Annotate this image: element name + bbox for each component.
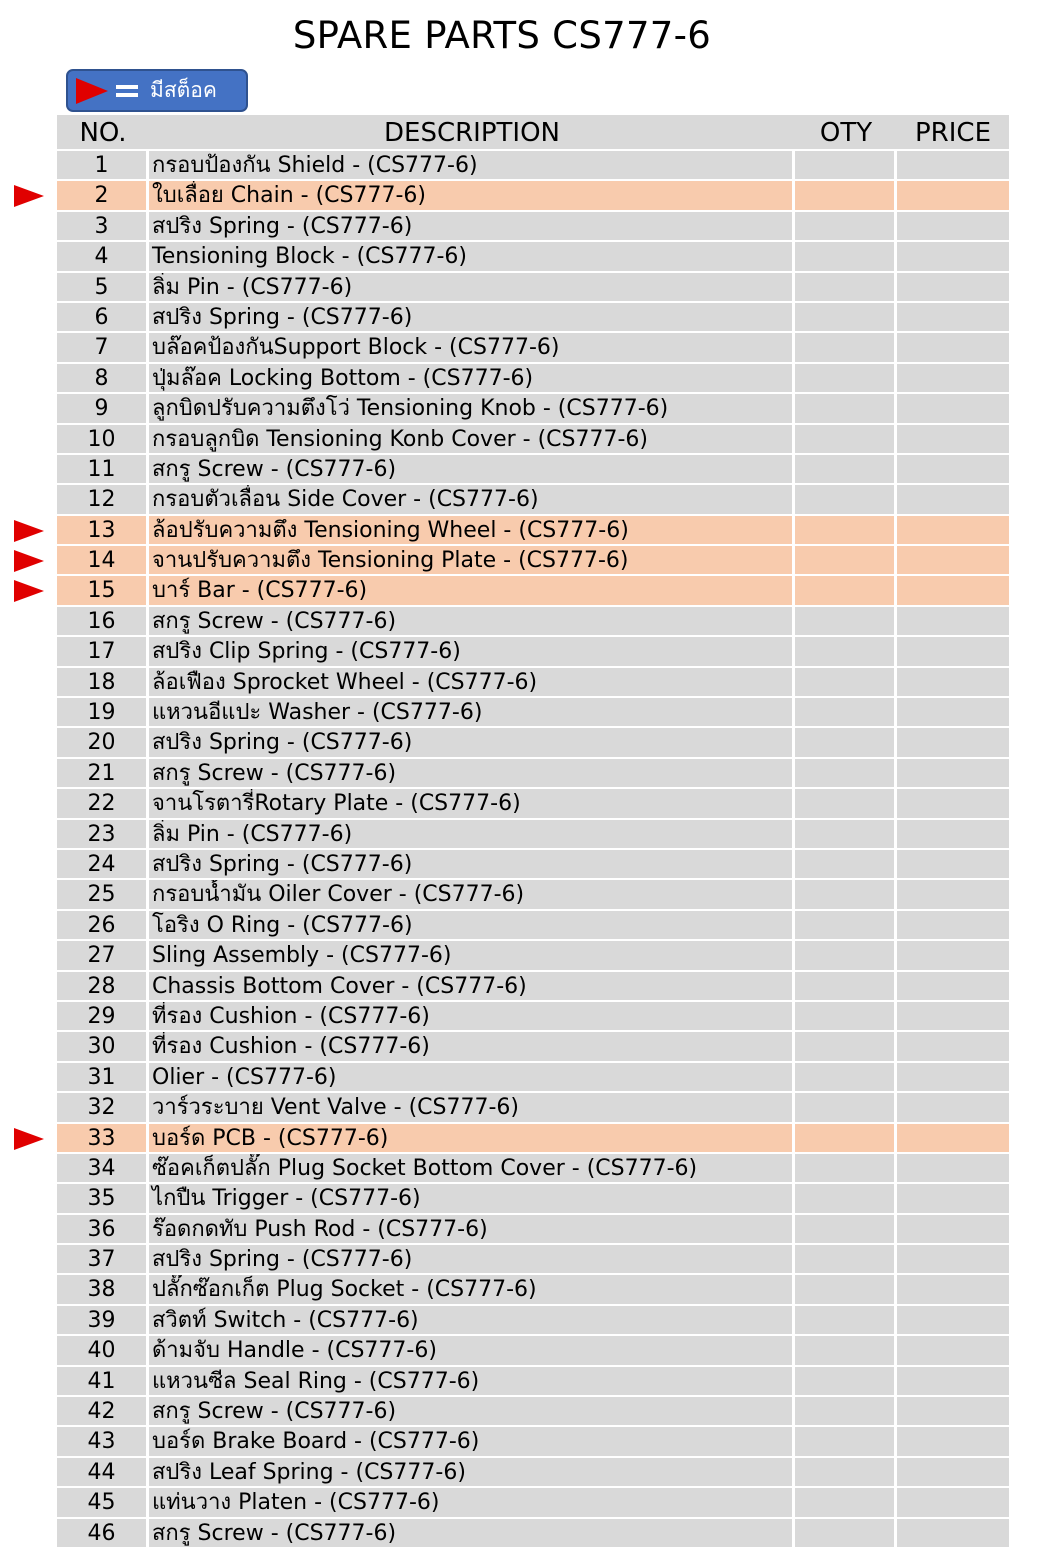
part-number: 9 — [57, 394, 149, 424]
part-description: สปริง Spring - (CS777-6) — [149, 850, 795, 880]
part-number: 41 — [57, 1367, 149, 1397]
part-price — [897, 850, 1009, 880]
part-price — [897, 1427, 1009, 1457]
part-price — [897, 1367, 1009, 1397]
table-row — [57, 1184, 1009, 1214]
part-number: 45 — [57, 1488, 149, 1518]
table-row — [57, 941, 1009, 971]
part-price — [897, 698, 1009, 728]
in-stock-marker-icon — [14, 1128, 44, 1150]
part-qty — [795, 516, 897, 546]
part-description: โอริง O Ring - (CS777-6) — [149, 911, 795, 941]
part-price — [897, 972, 1009, 1002]
part-description: กรอบตัวเลื่อน Side Cover - (CS777-6) — [149, 485, 795, 515]
part-description: ซ๊อคเก็ตปลั๊ก Plug Socket Bottom Cover - (CS777-6) — [149, 1154, 795, 1184]
parts-table — [57, 115, 1009, 1549]
part-price — [897, 1275, 1009, 1305]
part-description: Olier - (CS777-6) — [149, 1063, 795, 1093]
part-qty — [795, 820, 897, 850]
part-description: ด้ามจับ Handle - (CS777-6) — [149, 1336, 795, 1366]
part-qty — [795, 972, 897, 1002]
table-row — [57, 485, 1009, 515]
part-price — [897, 1215, 1009, 1245]
table-row — [57, 698, 1009, 728]
part-qty — [795, 151, 897, 181]
part-number: 36 — [57, 1215, 149, 1245]
table-row — [57, 850, 1009, 880]
part-description: ปลั๊กซ๊อกเก็ต Plug Socket - (CS777-6) — [149, 1275, 795, 1305]
part-qty — [795, 698, 897, 728]
legend-label: มีสต็อค — [150, 78, 217, 102]
part-number: 18 — [57, 668, 149, 698]
part-number: 40 — [57, 1336, 149, 1366]
table-row — [57, 1519, 1009, 1549]
part-description: สปริง Spring - (CS777-6) — [149, 1245, 795, 1275]
part-qty — [795, 1306, 897, 1336]
part-price — [897, 303, 1009, 333]
table-row — [57, 303, 1009, 333]
part-number: 1 — [57, 151, 149, 181]
part-description: ใบเลื่อย Chain - (CS777-6) — [149, 181, 795, 211]
table-row — [57, 1306, 1009, 1336]
part-number: 6 — [57, 303, 149, 333]
part-price — [897, 911, 1009, 941]
part-description: ลูกบิดปรับความตึงโว่ Tensioning Knob - (CS777-6) — [149, 394, 795, 424]
table-row — [57, 880, 1009, 910]
table-row — [57, 1002, 1009, 1032]
part-description: แท่นวาง Platen - (CS777-6) — [149, 1488, 795, 1518]
header-no: NO. — [79, 118, 127, 148]
in-stock-marker-icon — [14, 580, 44, 602]
part-number: 31 — [57, 1063, 149, 1093]
part-number: 15 — [57, 576, 149, 606]
table-row — [57, 759, 1009, 789]
part-description: ลิ่ม Pin - (CS777-6) — [149, 820, 795, 850]
table-row — [57, 333, 1009, 363]
table-row — [57, 911, 1009, 941]
part-number: 44 — [57, 1458, 149, 1488]
stock-marker-icon — [76, 78, 108, 104]
part-description: Sling Assembly - (CS777-6) — [149, 941, 795, 971]
part-qty — [795, 1154, 897, 1184]
table-row — [57, 1336, 1009, 1366]
table-row — [57, 242, 1009, 272]
part-number: 19 — [57, 698, 149, 728]
part-description: กรอบลูกบิด Tensioning Konb Cover - (CS777-6) — [149, 425, 795, 455]
table-row — [57, 151, 1009, 181]
part-price — [897, 242, 1009, 272]
table-row — [57, 455, 1009, 485]
part-number: 35 — [57, 1184, 149, 1214]
table-row — [57, 425, 1009, 455]
table-row — [57, 1063, 1009, 1093]
part-number: 20 — [57, 728, 149, 758]
table-row — [57, 1154, 1009, 1184]
header-description: DESCRIPTION — [384, 118, 560, 148]
part-qty — [795, 303, 897, 333]
part-description: Tensioning Block - (CS777-6) — [149, 242, 795, 272]
part-qty — [795, 576, 897, 606]
part-description: Chassis Bottom Cover - (CS777-6) — [149, 972, 795, 1002]
part-price — [897, 1063, 1009, 1093]
part-qty — [795, 485, 897, 515]
part-qty — [795, 1093, 897, 1123]
table-row — [57, 516, 1009, 546]
table-row — [57, 1427, 1009, 1457]
part-description: สปริง Spring - (CS777-6) — [149, 212, 795, 242]
table-row — [57, 212, 1009, 242]
part-number: 4 — [57, 242, 149, 272]
part-price — [897, 516, 1009, 546]
part-price — [897, 151, 1009, 181]
part-qty — [795, 850, 897, 880]
part-description: จานปรับความตึง Tensioning Plate - (CS777-6) — [149, 546, 795, 576]
part-description: สกรู Screw - (CS777-6) — [149, 455, 795, 485]
table-body — [57, 151, 1009, 1549]
part-qty — [795, 546, 897, 576]
table-row — [57, 394, 1009, 424]
part-description: แหวนอีแปะ Washer - (CS777-6) — [149, 698, 795, 728]
part-description: บอร์ด PCB - (CS777-6) — [149, 1124, 795, 1154]
part-number: 26 — [57, 911, 149, 941]
part-qty — [795, 1002, 897, 1032]
table-row — [57, 1124, 1009, 1154]
part-qty — [795, 455, 897, 485]
part-price — [897, 637, 1009, 667]
part-number: 37 — [57, 1245, 149, 1275]
part-description: กรอบป้องกัน Shield - (CS777-6) — [149, 151, 795, 181]
part-qty — [795, 1215, 897, 1245]
part-number: 8 — [57, 364, 149, 394]
part-qty — [795, 1519, 897, 1549]
part-price — [897, 941, 1009, 971]
table-row — [57, 728, 1009, 758]
table-row — [57, 1093, 1009, 1123]
part-qty — [795, 1427, 897, 1457]
part-description: ร๊อดกดทับ Push Rod - (CS777-6) — [149, 1215, 795, 1245]
part-price — [897, 820, 1009, 850]
part-price — [897, 1519, 1009, 1549]
part-description: สปริง Spring - (CS777-6) — [149, 303, 795, 333]
part-number: 34 — [57, 1154, 149, 1184]
part-price — [897, 1032, 1009, 1062]
part-price — [897, 364, 1009, 394]
part-description: จานโรตารี่Rotary Plate - (CS777-6) — [149, 789, 795, 819]
part-price — [897, 668, 1009, 698]
part-qty — [795, 1184, 897, 1214]
part-number: 5 — [57, 273, 149, 303]
header-qty: OTY — [819, 118, 873, 148]
part-number: 30 — [57, 1032, 149, 1062]
part-number: 14 — [57, 546, 149, 576]
part-price — [897, 880, 1009, 910]
table-row — [57, 668, 1009, 698]
part-qty — [795, 1397, 897, 1427]
part-number: 24 — [57, 850, 149, 880]
part-price — [897, 576, 1009, 606]
part-description: ล้อเฟือง Sprocket Wheel - (CS777-6) — [149, 668, 795, 698]
part-price — [897, 333, 1009, 363]
table-row — [57, 1032, 1009, 1062]
table-row — [57, 607, 1009, 637]
part-price — [897, 1336, 1009, 1366]
part-qty — [795, 789, 897, 819]
part-number: 28 — [57, 972, 149, 1002]
part-number: 29 — [57, 1002, 149, 1032]
table-row — [57, 972, 1009, 1002]
table-row — [57, 637, 1009, 667]
part-qty — [795, 212, 897, 242]
part-number: 39 — [57, 1306, 149, 1336]
part-qty — [795, 1124, 897, 1154]
part-price — [897, 1245, 1009, 1275]
part-number: 23 — [57, 820, 149, 850]
part-price — [897, 181, 1009, 211]
table-row — [57, 546, 1009, 576]
table-row — [57, 1245, 1009, 1275]
table-row — [57, 1397, 1009, 1427]
part-description: ลิ่ม Pin - (CS777-6) — [149, 273, 795, 303]
part-number: 32 — [57, 1093, 149, 1123]
part-price — [897, 1002, 1009, 1032]
part-description: ไกปืน Trigger - (CS777-6) — [149, 1184, 795, 1214]
table-row — [57, 1488, 1009, 1518]
part-qty — [795, 941, 897, 971]
table-header — [57, 115, 1009, 151]
part-price — [897, 1184, 1009, 1214]
part-qty — [795, 1458, 897, 1488]
part-price — [897, 546, 1009, 576]
part-price — [897, 1124, 1009, 1154]
part-price — [897, 455, 1009, 485]
part-qty — [795, 1032, 897, 1062]
header-price: PRICE — [915, 118, 991, 148]
part-description: สปริง Leaf Spring - (CS777-6) — [149, 1458, 795, 1488]
part-qty — [795, 1275, 897, 1305]
part-qty — [795, 394, 897, 424]
table-row — [57, 1275, 1009, 1305]
in-stock-legend-button[interactable] — [66, 69, 248, 112]
part-number: 7 — [57, 333, 149, 363]
part-price — [897, 394, 1009, 424]
part-description: บาร์ Bar - (CS777-6) — [149, 576, 795, 606]
part-qty — [795, 364, 897, 394]
part-description: ปุ่มล๊อค Locking Bottom - (CS777-6) — [149, 364, 795, 394]
table-row — [57, 273, 1009, 303]
part-description: บล๊อคป้องกันSupport Block - (CS777-6) — [149, 333, 795, 363]
part-price — [897, 1093, 1009, 1123]
part-description: สกรู Screw - (CS777-6) — [149, 1519, 795, 1549]
part-number: 10 — [57, 425, 149, 455]
part-number: 22 — [57, 789, 149, 819]
table-row — [57, 789, 1009, 819]
part-qty — [795, 1336, 897, 1366]
part-description: สกรู Screw - (CS777-6) — [149, 759, 795, 789]
part-description: แหวนซีล Seal Ring - (CS777-6) — [149, 1367, 795, 1397]
table-row — [57, 576, 1009, 606]
part-number: 17 — [57, 637, 149, 667]
part-price — [897, 425, 1009, 455]
part-qty — [795, 1063, 897, 1093]
part-number: 21 — [57, 759, 149, 789]
part-qty — [795, 242, 897, 272]
part-number: 3 — [57, 212, 149, 242]
table-row — [57, 1215, 1009, 1245]
table-row — [57, 820, 1009, 850]
part-qty — [795, 1488, 897, 1518]
part-description: สกรู Screw - (CS777-6) — [149, 1397, 795, 1427]
part-qty — [795, 181, 897, 211]
table-row — [57, 181, 1009, 211]
part-qty — [795, 668, 897, 698]
part-price — [897, 1154, 1009, 1184]
part-description: สกรู Screw - (CS777-6) — [149, 607, 795, 637]
part-price — [897, 485, 1009, 515]
part-price — [897, 1306, 1009, 1336]
part-description: สปริง Spring - (CS777-6) — [149, 728, 795, 758]
part-price — [897, 1458, 1009, 1488]
part-description: ล้อปรับความตึง Tensioning Wheel - (CS777-6) — [149, 516, 795, 546]
equals-icon — [116, 83, 138, 99]
part-description: บอร์ด Brake Board - (CS777-6) — [149, 1427, 795, 1457]
part-description: ที่รอง Cushion - (CS777-6) — [149, 1032, 795, 1062]
part-description: กรอบน้ำมัน Oiler Cover - (CS777-6) — [149, 880, 795, 910]
part-price — [897, 1397, 1009, 1427]
table-row — [57, 1458, 1009, 1488]
part-qty — [795, 728, 897, 758]
part-price — [897, 273, 1009, 303]
part-qty — [795, 759, 897, 789]
part-qty — [795, 1367, 897, 1397]
part-number: 42 — [57, 1397, 149, 1427]
in-stock-marker-icon — [14, 520, 44, 542]
part-price — [897, 728, 1009, 758]
part-price — [897, 759, 1009, 789]
part-description: สปริง Clip Spring - (CS777-6) — [149, 637, 795, 667]
part-number: 2 — [57, 181, 149, 211]
part-number: 11 — [57, 455, 149, 485]
part-qty — [795, 1245, 897, 1275]
part-qty — [795, 273, 897, 303]
part-price — [897, 1488, 1009, 1518]
part-number: 12 — [57, 485, 149, 515]
part-description: วาร์วระบาย Vent Valve - (CS777-6) — [149, 1093, 795, 1123]
table-row — [57, 364, 1009, 394]
part-number: 33 — [57, 1124, 149, 1154]
part-number: 27 — [57, 941, 149, 971]
part-qty — [795, 607, 897, 637]
part-qty — [795, 425, 897, 455]
part-number: 25 — [57, 880, 149, 910]
part-qty — [795, 911, 897, 941]
part-qty — [795, 880, 897, 910]
in-stock-marker-icon — [14, 550, 44, 572]
part-number: 43 — [57, 1427, 149, 1457]
table-row — [57, 1367, 1009, 1397]
page-title: SPARE PARTS CS777-6 — [292, 14, 712, 57]
part-price — [897, 607, 1009, 637]
part-number: 38 — [57, 1275, 149, 1305]
part-number: 46 — [57, 1519, 149, 1549]
part-description: สวิตท์ Switch - (CS777-6) — [149, 1306, 795, 1336]
part-price — [897, 212, 1009, 242]
in-stock-marker-icon — [14, 185, 44, 207]
part-price — [897, 789, 1009, 819]
part-number: 16 — [57, 607, 149, 637]
part-number: 13 — [57, 516, 149, 546]
part-qty — [795, 637, 897, 667]
part-description: ที่รอง Cushion - (CS777-6) — [149, 1002, 795, 1032]
part-qty — [795, 333, 897, 363]
